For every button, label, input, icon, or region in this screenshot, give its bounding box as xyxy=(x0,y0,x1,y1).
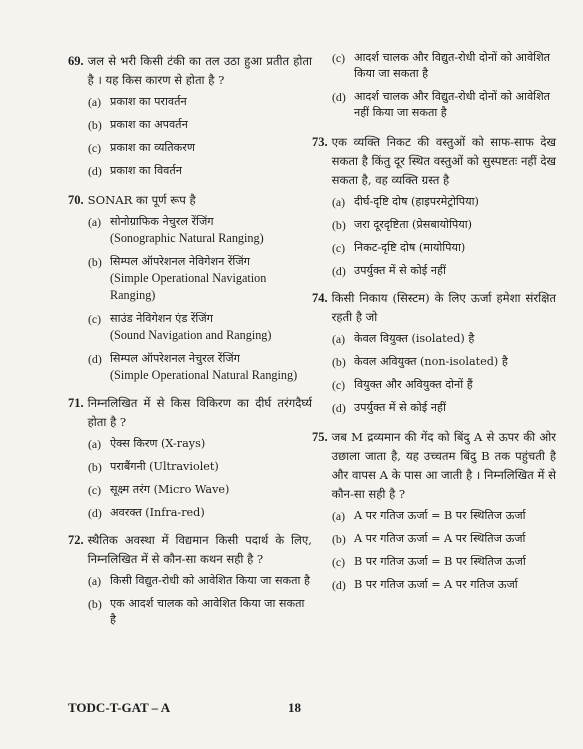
question-stem xyxy=(68,52,312,90)
question-text: स्थैतिक अवस्था में विद्यमान किसी पदार्थ के लिए, निम्नलिखित में से कौन-सा कथन सही है ? xyxy=(87,533,312,566)
option-text: ऐक्स किरण (X-rays) xyxy=(110,437,206,450)
option-label: (d) xyxy=(88,352,102,366)
option-text: आदर्श चालक और विद्युत-रोधी दोनों को आवेशित नहीं किया जा सकता है xyxy=(354,90,551,119)
option-text: A पर गतिज ऊर्जा = B पर स्थितिज ऊर्जा xyxy=(354,509,526,522)
option-label: (a) xyxy=(88,95,102,109)
option-d xyxy=(332,263,556,279)
option-label: (a) xyxy=(88,215,102,229)
option-label: (d) xyxy=(88,506,102,520)
option-a xyxy=(332,331,556,347)
option-a xyxy=(88,573,312,589)
option-label: (c) xyxy=(332,51,346,65)
option-text: B पर गतिज ऊर्जा = A पर गतिज ऊर्जा xyxy=(354,578,518,591)
question-74 xyxy=(312,289,556,416)
option-d xyxy=(332,400,556,416)
option-list xyxy=(312,331,556,416)
option-label: (a) xyxy=(88,574,102,588)
option-list xyxy=(68,94,312,179)
option-text: उपर्युक्त में से कोई नहीं xyxy=(354,264,446,277)
question-number: 75. xyxy=(312,430,328,444)
question-71 xyxy=(68,394,312,521)
option-label: (b) xyxy=(88,597,102,611)
question-number: 74. xyxy=(312,291,328,305)
option-text: सूक्ष्म तरंग (Micro Wave) xyxy=(110,483,230,496)
question-text: एक व्यक्ति निकट की वस्तुओं को साफ-साफ देख सकता है किंतु दूर स्थित वस्तुओं को सुस्पष्टतः नहीं देख सकता है, वह व्यक्ति ग्रस्त है xyxy=(331,135,556,187)
option-label: (c) xyxy=(88,141,102,155)
option-b xyxy=(88,596,312,628)
option-a xyxy=(332,508,556,524)
question-text: किसी निकाय (सिस्टम) के लिए ऊर्जा हमेशा संरक्षित रहती है जो xyxy=(331,291,556,324)
option-label: (d) xyxy=(332,401,346,415)
option-label: (a) xyxy=(332,509,346,523)
question-number: 69. xyxy=(68,54,84,68)
option-label: (b) xyxy=(332,532,346,546)
option-label: (c) xyxy=(88,312,102,326)
option-label: (d) xyxy=(88,164,102,178)
option-text: A पर गतिज ऊर्जा = A पर स्थितिज ऊर्जा xyxy=(354,532,526,545)
option-label: (b) xyxy=(88,118,102,132)
option-text: प्रकाश का विवर्तन xyxy=(110,164,182,177)
question-stem xyxy=(312,133,556,190)
option-list xyxy=(68,436,312,521)
option-d xyxy=(332,577,556,593)
option-text-english: (Sound Navigation and Ranging) xyxy=(110,328,272,342)
option-list xyxy=(68,573,312,628)
option-list xyxy=(68,214,312,384)
option-a xyxy=(88,94,312,110)
option-c xyxy=(88,311,312,344)
option-text: केवल अवियुक्त (non-isolated) है xyxy=(354,355,508,368)
option-text: पराबैंगनी (Ultraviolet) xyxy=(110,460,219,473)
question-number: 73. xyxy=(312,135,328,149)
option-d xyxy=(88,351,312,384)
question-number: 72. xyxy=(68,533,84,547)
option-label: (a) xyxy=(88,437,102,451)
option-c xyxy=(332,50,556,82)
question-text: SONAR का पूर्ण रूप है xyxy=(87,193,196,207)
option-text: केवल वियुक्त (isolated) है xyxy=(354,332,475,345)
question-text: निम्नलिखित में से किस विकिरण का दीर्घ तरंगदैर्घ्य होता है ? xyxy=(87,396,312,429)
option-label: (a) xyxy=(332,332,346,346)
option-text: वियुक्त और अवियुक्त दोनों हैं xyxy=(354,378,473,391)
option-text: जरा दूरदृष्टिता (प्रेसबायोपिया) xyxy=(354,218,473,231)
option-text-english: (Simple Operational Navigation Ranging) xyxy=(110,271,267,302)
option-text-hindi: साउंड नेविगेशन एंड रेंजिंग xyxy=(110,312,213,325)
option-label: (d) xyxy=(332,90,346,104)
option-b xyxy=(88,254,312,304)
question-72 xyxy=(68,531,312,628)
option-label: (b) xyxy=(88,460,102,474)
question-stem xyxy=(68,394,312,432)
option-label: (b) xyxy=(332,218,346,232)
option-a xyxy=(332,194,556,210)
option-label: (b) xyxy=(332,355,346,369)
option-text: प्रकाश का व्यतिकरण xyxy=(110,141,195,154)
option-d xyxy=(88,505,312,521)
option-text: दीर्घ-दृष्टि दोष (हाइपरमेट्रोपिया) xyxy=(354,195,479,208)
option-text: प्रकाश का परावर्तन xyxy=(110,95,187,108)
right-column xyxy=(312,52,556,600)
paper-code: TODC-T-GAT – A xyxy=(68,700,171,715)
question-number: 71. xyxy=(68,396,84,410)
option-b xyxy=(332,531,556,547)
option-label: (a) xyxy=(332,195,346,209)
option-label: (c) xyxy=(88,483,102,497)
option-c xyxy=(88,140,312,156)
option-label: (d) xyxy=(332,578,346,592)
option-c xyxy=(88,482,312,498)
left-column xyxy=(68,52,312,635)
option-c xyxy=(332,240,556,256)
option-list xyxy=(312,508,556,593)
question-75 xyxy=(312,428,556,593)
option-label: (c) xyxy=(332,241,346,255)
option-d xyxy=(88,163,312,179)
option-text: किसी विद्युत-रोधी को आवेशित किया जा सकता है xyxy=(110,574,310,587)
option-text-english: (Sonographic Natural Ranging) xyxy=(110,231,264,245)
option-label: (c) xyxy=(332,378,346,392)
question-text: जल से भरी किसी टंकी का तल उठा हुआ प्रतीत होता है । यह किस कारण से होता है ? xyxy=(87,54,312,87)
option-text: अवरक्त (Infra-red) xyxy=(110,506,205,519)
option-c xyxy=(332,377,556,393)
option-text: निकट-दृष्टि दोष (मायोपिया) xyxy=(354,241,466,254)
page-number: 18 xyxy=(288,700,301,715)
question-text: जब M द्रव्यमान की गेंद को बिंदु A से ऊपर की ओर उछाला जाता है, यह उच्चतम बिंदु B तक पहुंचती है और वापस A के पास आ जाती है । निम्नलिखित में से कौन-सा सही है ? xyxy=(331,430,556,501)
option-label: (c) xyxy=(332,555,346,569)
option-a xyxy=(88,214,312,247)
option-label: (b) xyxy=(88,255,102,269)
option-b xyxy=(332,354,556,370)
option-list xyxy=(312,50,556,121)
option-text: B पर गतिज ऊर्जा = B पर स्थितिज ऊर्जा xyxy=(354,555,526,568)
option-text: उपर्युक्त में से कोई नहीं xyxy=(354,401,446,414)
question-70 xyxy=(68,191,312,384)
question-stem xyxy=(312,289,556,327)
option-d xyxy=(332,89,556,121)
question-69 xyxy=(68,52,312,179)
page-footer xyxy=(68,700,523,716)
option-text-hindi: सिम्पल ऑपरेशनल नेविगेशन रेंजिंग xyxy=(110,255,250,268)
option-b xyxy=(88,117,312,133)
question-73 xyxy=(312,133,556,279)
option-list xyxy=(312,194,556,279)
question-72-continued xyxy=(312,50,556,121)
option-b xyxy=(332,217,556,233)
question-number: 70. xyxy=(68,193,84,207)
option-c xyxy=(332,554,556,570)
option-text: एक आदर्श चालक को आवेशित किया जा सकता है xyxy=(110,597,305,626)
question-stem xyxy=(68,191,312,210)
option-b xyxy=(88,459,312,475)
option-text-english: (Simple Operational Natural Ranging) xyxy=(110,368,298,382)
option-text: प्रकाश का अपवर्तन xyxy=(110,118,188,131)
option-text-hindi: सोनोग्राफिक नेचुरल रेंजिंग xyxy=(110,215,214,228)
option-text-hindi: सिम्पल ऑपरेशनल नेचुरल रेंजिंग xyxy=(110,352,240,365)
question-stem xyxy=(68,531,312,569)
option-label: (d) xyxy=(332,264,346,278)
option-a xyxy=(88,436,312,452)
option-text: आदर्श चालक और विद्युत-रोधी दोनों को आवेशित किया जा सकता है xyxy=(354,51,551,80)
question-stem xyxy=(312,428,556,504)
